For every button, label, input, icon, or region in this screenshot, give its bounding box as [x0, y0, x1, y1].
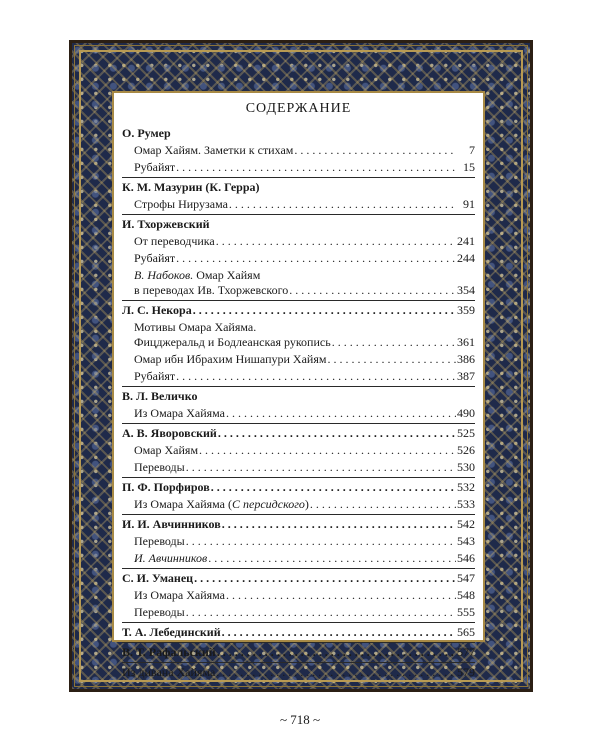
dot-leader	[294, 142, 456, 159]
dot-leader	[217, 644, 456, 661]
toc-entry[interactable]	[122, 664, 475, 681]
author-name: О. Румер	[122, 126, 171, 140]
toc-entry[interactable]	[122, 159, 475, 176]
author-page: 565	[457, 625, 475, 639]
author-name: Л. С. Некора	[122, 303, 192, 317]
entry-title-line2: в переводах Ив. Тхоржевского	[134, 283, 289, 297]
author-page: 547	[457, 571, 475, 585]
dot-leader	[194, 570, 456, 587]
toc-entry[interactable]	[122, 267, 475, 299]
toc-entry[interactable]	[122, 604, 475, 621]
dot-leader	[332, 335, 456, 350]
toc-entry[interactable]	[122, 233, 475, 250]
entry-title: Рубайят	[134, 160, 176, 174]
entry-title: От переводчика	[134, 234, 215, 248]
entry-page: 7	[469, 143, 475, 157]
dot-leader	[176, 159, 456, 176]
toc-entry[interactable]	[122, 196, 475, 213]
toc-group	[122, 664, 475, 682]
author-name: С. И. Уманец	[122, 571, 194, 585]
toc-group	[122, 216, 475, 301]
toc-author	[122, 125, 475, 142]
toc-author	[122, 179, 475, 196]
dot-leader	[211, 479, 456, 496]
entry-page: 386	[457, 352, 475, 366]
toc-entry[interactable]	[122, 142, 475, 159]
entry-title: Переводы	[134, 460, 185, 474]
entry-page: 490	[457, 406, 475, 420]
dot-leader	[222, 624, 456, 641]
entry-page: 526	[457, 443, 475, 457]
toc-entry[interactable]	[122, 319, 475, 351]
toc-group	[122, 388, 475, 424]
author-page: 525	[457, 426, 475, 440]
dot-leader	[199, 442, 456, 459]
author-name: К. М. Мазурин (К. Герра)	[122, 180, 260, 194]
dot-leader	[186, 459, 456, 476]
toc-author[interactable]	[122, 644, 475, 661]
author-name: И. И. Авчинников	[122, 517, 221, 531]
entry-page: 530	[457, 460, 475, 474]
toc-author[interactable]	[122, 570, 475, 587]
dot-leader	[186, 604, 456, 621]
dot-leader	[289, 283, 456, 298]
dot-leader	[229, 196, 456, 213]
entry-page: 555	[457, 605, 475, 619]
entry-page: 244	[457, 251, 475, 265]
entry-title: Омар ибн Ибрахим Нишапури Хайям	[134, 352, 327, 366]
dot-leader	[218, 425, 456, 442]
entry-page: 387	[457, 369, 475, 383]
entry-title: Рубайят	[134, 251, 176, 265]
dot-leader	[310, 496, 456, 513]
entry-page: 91	[463, 197, 475, 211]
toc-group	[122, 425, 475, 478]
entry-title	[134, 320, 331, 350]
toc-entry[interactable]	[122, 550, 475, 567]
page-number: ~ 718 ~	[279, 712, 321, 727]
dot-leader	[216, 664, 456, 681]
author-page: 577	[457, 645, 475, 659]
author-name: А. В. Яворовский	[122, 426, 217, 440]
entry-title: И. Авчинников	[134, 551, 208, 565]
author-name: В. Л. Величко	[122, 389, 198, 403]
entry-page: 533	[457, 497, 475, 511]
toc-entry[interactable]	[122, 405, 475, 422]
entry-page: 361	[457, 335, 475, 349]
dot-leader	[176, 368, 456, 385]
toc-entry[interactable]	[122, 442, 475, 459]
toc-author[interactable]	[122, 516, 475, 533]
entry-title-line1: Мотивы Омара Хайяма.	[134, 320, 257, 334]
dot-leader	[327, 351, 456, 368]
entry-page: 241	[457, 234, 475, 248]
entry-page: 354	[457, 283, 475, 297]
dot-leader	[193, 302, 456, 319]
entry-title: Омар Хайям. Заметки к стихам	[134, 143, 294, 157]
dot-leader	[208, 550, 456, 567]
toc-title: СОДЕРЖАНИЕ	[245, 101, 352, 116]
entry-title-italic: С персидского	[232, 497, 305, 511]
toc-entry[interactable]	[122, 351, 475, 368]
entry-title	[134, 268, 288, 298]
author-name: Т. А. Лебединский	[122, 625, 221, 639]
dot-leader	[216, 233, 456, 250]
entry-title: Переводы	[134, 534, 185, 548]
author-page: 542	[457, 517, 475, 531]
entry-page: 548	[457, 588, 475, 602]
entry-title: Строфы Нирузама	[134, 197, 228, 211]
dot-leader	[226, 587, 456, 604]
entry-title: Из дивана Хайяма	[122, 665, 216, 679]
toc-group	[122, 125, 475, 178]
dot-leader	[222, 516, 456, 533]
author-page: 359	[457, 303, 475, 317]
toc-author	[122, 216, 475, 233]
entry-title: Рубайят	[134, 369, 176, 383]
toc-group	[122, 570, 475, 623]
entry-title: Переводы	[134, 605, 185, 619]
entry-title-main: Из Омара Хайяма (	[134, 497, 233, 511]
toc-panel	[112, 91, 485, 679]
dot-leader	[186, 533, 456, 550]
dot-leader	[226, 405, 456, 422]
entry-title: Омар Хайям	[134, 443, 199, 457]
entry-title: Из Омара Хайяма	[134, 406, 226, 420]
author-name: П. Ф. Порфиров	[122, 480, 210, 494]
entry-page: 546	[457, 551, 475, 565]
toc-author	[122, 388, 475, 405]
toc-group	[122, 644, 475, 663]
toc-group	[122, 516, 475, 569]
toc-group	[122, 479, 475, 515]
author-page: 532	[457, 480, 475, 494]
toc-entry[interactable]	[122, 533, 475, 550]
entry-page: 579	[457, 665, 475, 679]
toc-author[interactable]	[122, 479, 475, 496]
author-name: И. Тхоржевский	[122, 217, 210, 231]
entry-title-line1: Омар Хайям	[193, 268, 261, 282]
entry-page: 15	[463, 160, 475, 174]
entry-title	[134, 496, 309, 513]
entry-title: Из Омара Хайяма	[134, 588, 226, 602]
toc-group	[122, 624, 475, 643]
toc-author[interactable]	[122, 624, 475, 641]
dot-leader	[176, 250, 456, 267]
toc-author[interactable]	[122, 302, 475, 319]
toc-entry[interactable]	[122, 250, 475, 267]
toc-entry[interactable]	[122, 496, 475, 513]
toc-entry[interactable]	[122, 587, 475, 604]
toc-author[interactable]	[122, 425, 475, 442]
entry-author-italic: В. Набоков.	[134, 268, 194, 282]
toc-group	[122, 179, 475, 215]
toc-group	[122, 302, 475, 387]
entry-title-line2: Фицджеральд и Бодлеанская рукопись	[134, 335, 331, 349]
entry-title-close: )	[304, 497, 309, 511]
toc-entry[interactable]	[122, 368, 475, 385]
ornamental-frame	[69, 40, 533, 692]
author-name: В. Т. Рафальский	[122, 645, 216, 659]
entry-page: 543	[457, 534, 475, 548]
toc-entry[interactable]	[122, 459, 475, 476]
